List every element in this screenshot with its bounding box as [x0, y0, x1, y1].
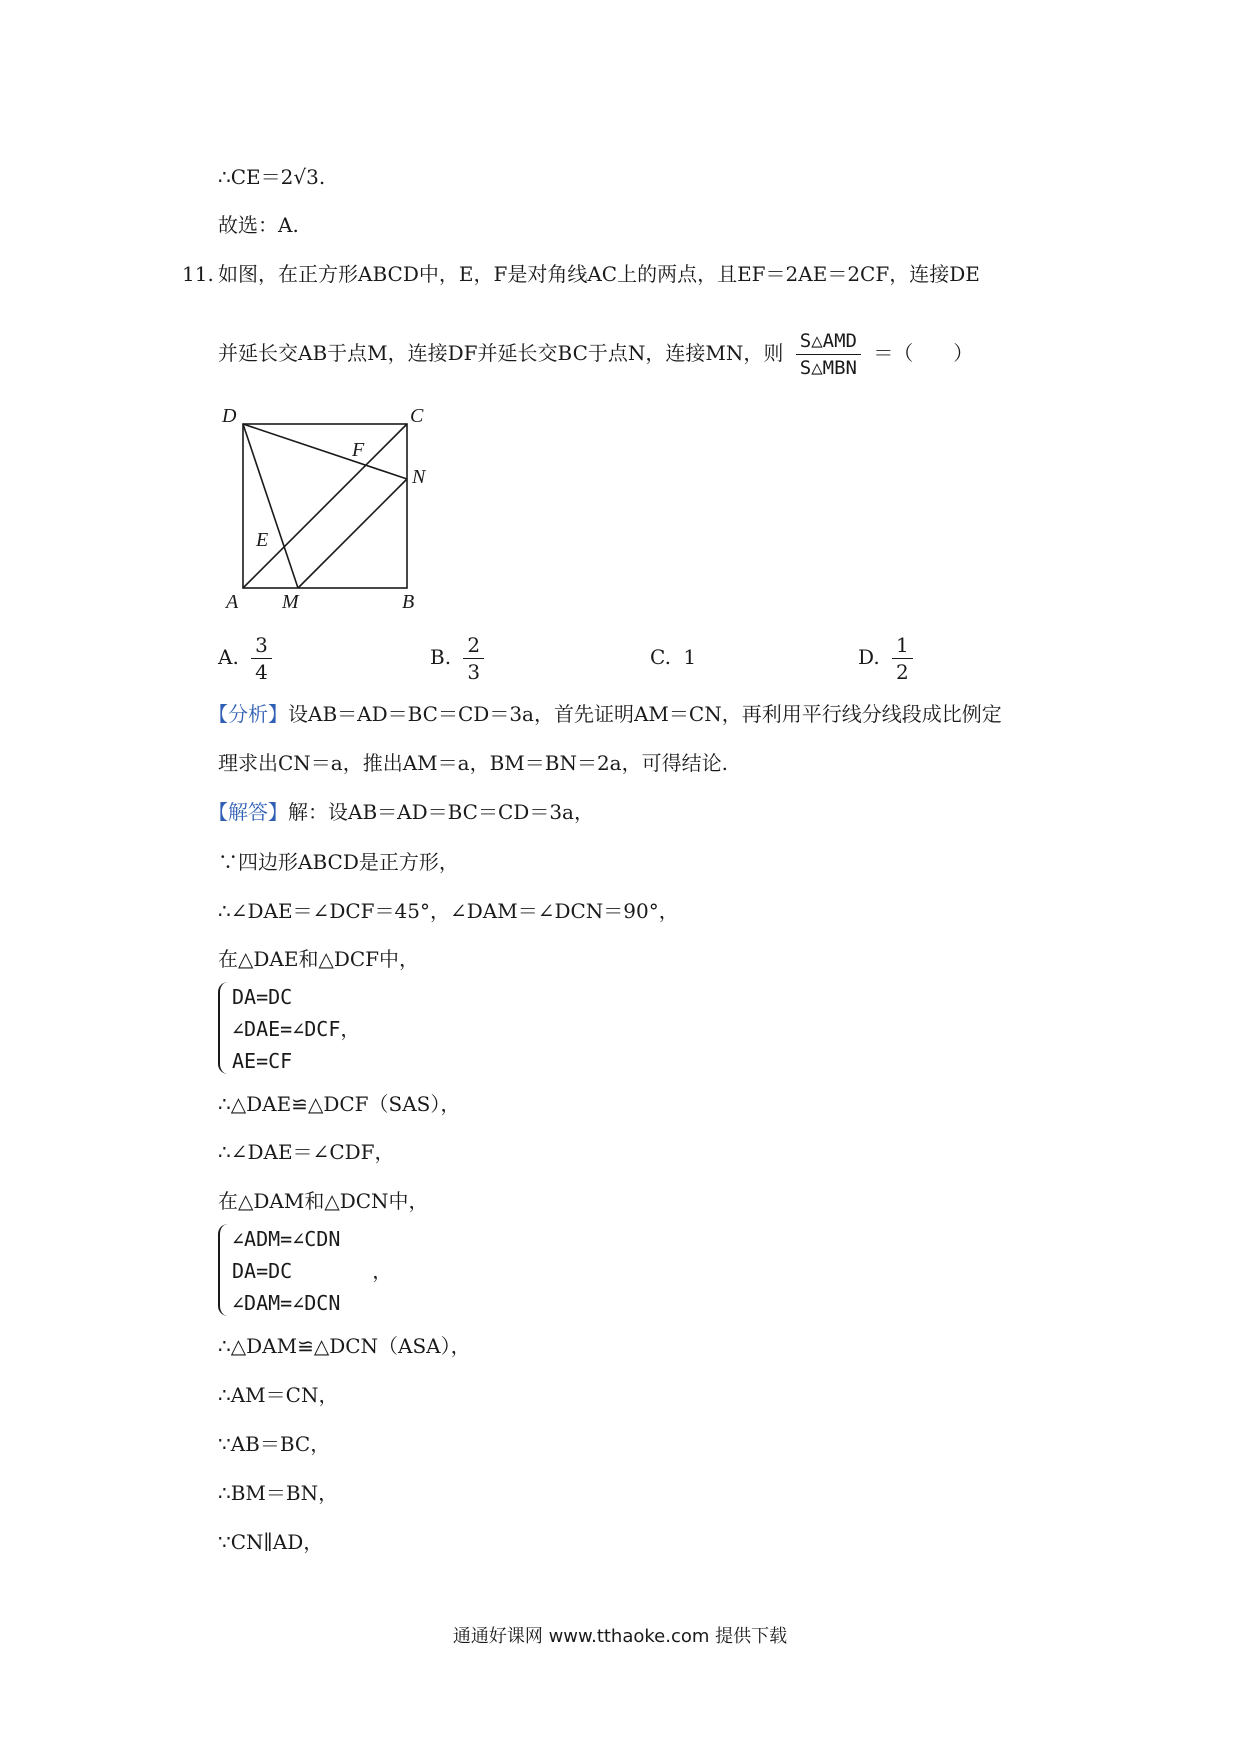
step-triangles-1: 在△DAE和△DCF中，	[218, 947, 420, 971]
label-d: D	[222, 405, 237, 427]
label-a: A	[226, 591, 239, 610]
analysis-line-2: 理求出CN＝a，推出AM＝a，BM＝BN＝2a，可得结论.	[218, 751, 728, 775]
option-b-den: 3	[467, 660, 481, 684]
option-d-num: 1	[892, 632, 913, 659]
step-angles: ∴∠DAE＝∠DCF＝45°，∠DAM＝∠DCN＝90°，	[218, 899, 679, 923]
option-d-den: 2	[896, 660, 909, 684]
line-answer: 故选：A.	[218, 213, 299, 237]
option-c	[650, 645, 696, 669]
label-n: N	[412, 466, 426, 488]
system1-row-3: AE=CF	[232, 1049, 293, 1073]
analysis-text-1: 设AB＝AD＝BC＝CD＝3a，首先证明AM＝CN，再利用平行线分线段成比例定	[288, 702, 1002, 726]
option-b	[430, 632, 490, 685]
option-c-label: C.	[650, 645, 671, 669]
question-text-1: 如图，在正方形ABCD中，E，F是对角线AC上的两点，且EF＝2AE＝2CF，连接DE	[218, 262, 980, 286]
segment-mn	[298, 479, 407, 588]
label-c: C	[410, 405, 424, 427]
system1-row-1: DA=DC	[232, 985, 293, 1009]
step-square: ∵四边形ABCD是正方形，	[218, 850, 459, 874]
analysis-line-1	[208, 700, 1002, 728]
step-angle-eq: ∴∠DAE＝∠CDF，	[218, 1140, 395, 1164]
question-text-2	[218, 328, 973, 381]
option-a-den: 4	[255, 660, 268, 684]
option-a-label: A.	[218, 645, 239, 669]
fraction-numerator: S△AMD	[796, 328, 861, 355]
system2-row-3: ∠DAM=∠DCN	[232, 1291, 341, 1315]
option-d-label: D.	[858, 645, 880, 669]
option-d	[858, 632, 919, 685]
area-ratio-fraction	[796, 328, 861, 381]
analysis-tag: 【分析】	[208, 702, 288, 726]
solution-text-1: 解：设AB＝AD＝BC＝CD＝3a，	[288, 800, 594, 824]
label-b: B	[402, 591, 415, 610]
step-congruent-1: ∴△DAE≌△DCF（SAS），	[218, 1092, 461, 1116]
brace-2	[218, 1224, 230, 1316]
system2-row-1: ∠ADM=∠CDN	[232, 1227, 341, 1251]
label-f: F	[352, 439, 365, 461]
label-m: M	[282, 591, 299, 610]
question-tail: ＝（ ）	[873, 341, 974, 365]
fraction-denominator: S△MBN	[799, 357, 857, 379]
brace-1	[218, 982, 230, 1074]
option-b-fraction	[463, 632, 484, 685]
option-a	[218, 632, 278, 685]
question-number: 11.	[182, 262, 214, 286]
solution-line-1	[208, 798, 594, 826]
square-figure	[210, 400, 450, 610]
option-d-fraction	[892, 632, 913, 685]
diagonal-ac	[243, 424, 407, 588]
equation-system-2	[218, 1224, 498, 1318]
step-parallel: ∵CN∥AD，	[218, 1530, 324, 1554]
step-ab-bc: ∵AB＝BC，	[218, 1432, 331, 1456]
system2-row-2: DA=DC ，	[232, 1259, 393, 1283]
segment-dm	[243, 424, 298, 588]
step-am-cn: ∴AM＝CN，	[218, 1383, 339, 1407]
option-b-num: 2	[463, 632, 484, 659]
page-footer: 通通好课网 www.tthaoke.com 提供下载	[452, 1626, 788, 1647]
question-text-2-main: 并延长交AB于点M，连接DF并延长交BC于点N，连接MN，则	[218, 341, 784, 365]
system1-row-2: ∠DAE=∠DCF，	[232, 1017, 361, 1041]
option-b-label: B.	[430, 645, 452, 669]
step-congruent-2: ∴△DAM≌△DCN（ASA），	[218, 1334, 471, 1358]
option-c-value: 1	[683, 645, 697, 669]
label-e: E	[256, 529, 269, 551]
equation-system-1	[218, 982, 478, 1076]
option-a-num: 3	[251, 632, 272, 659]
segment-dn	[243, 424, 407, 479]
step-bm-bn: ∴BM＝BN，	[218, 1481, 339, 1505]
solution-tag: 【解答】	[208, 800, 288, 824]
option-a-fraction	[251, 632, 272, 685]
line-ce: ∴CE＝2√3.	[218, 165, 326, 189]
step-triangles-2: 在△DAM和△DCN中，	[218, 1189, 429, 1213]
